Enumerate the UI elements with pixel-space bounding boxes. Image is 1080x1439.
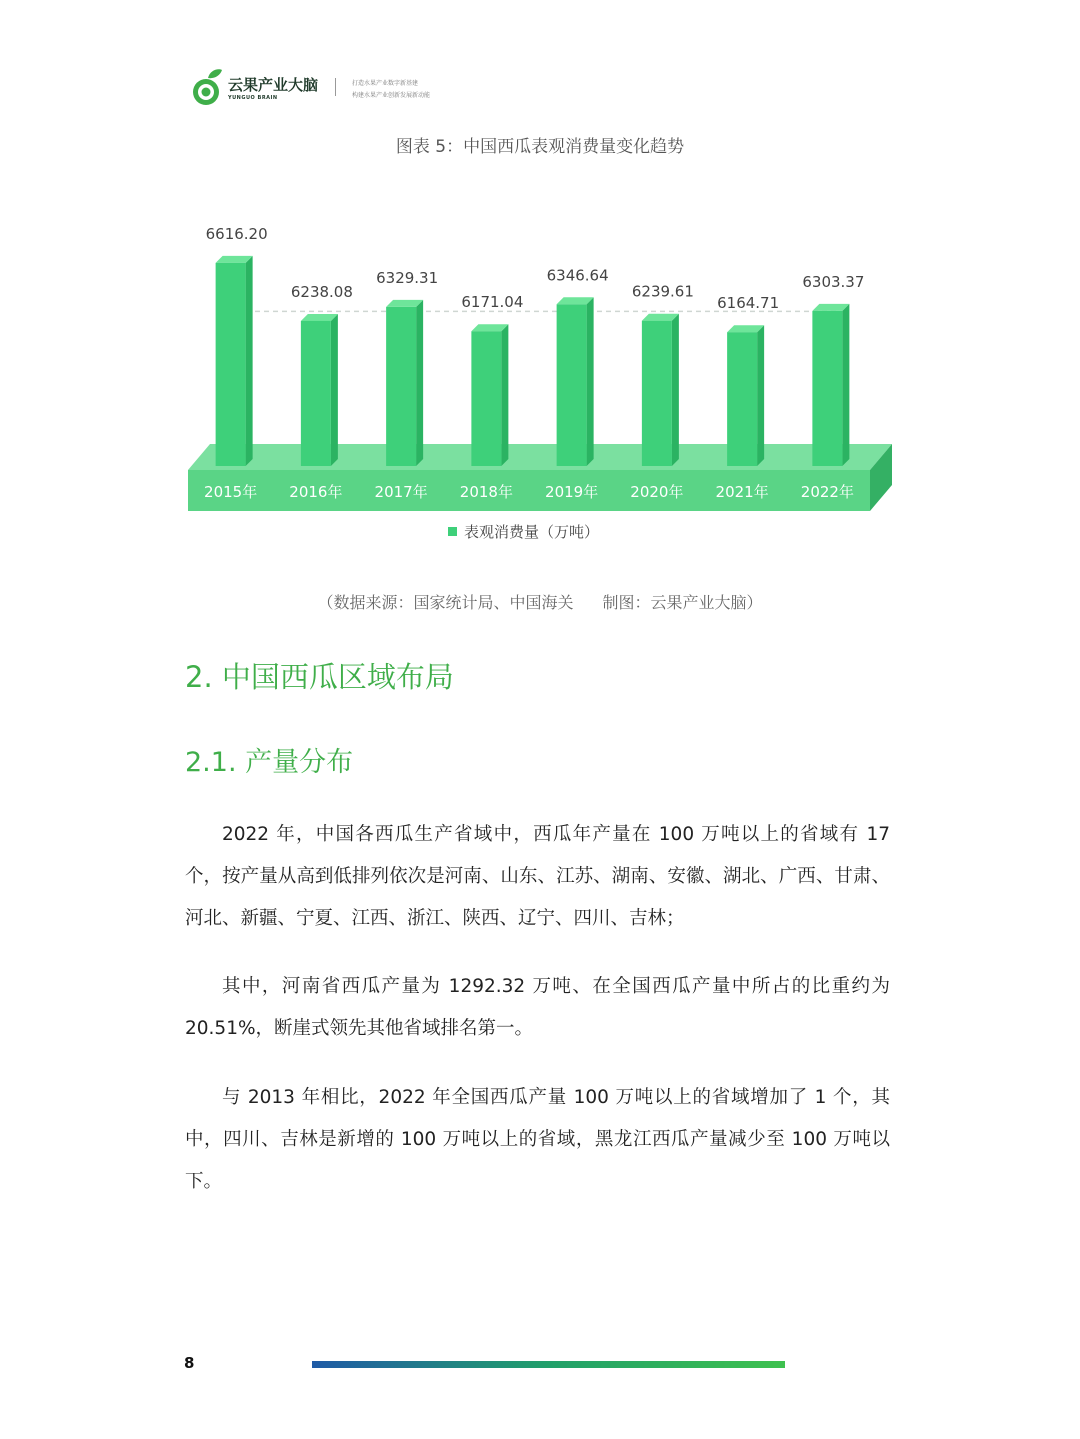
data-label: 6329.31 (376, 268, 439, 287)
bar-side (842, 304, 849, 466)
paragraph-1: 2022 年，中国各西瓜生产省域中，西瓜年产量在 100 万吨以上的省域有 17 个，按产量从高到低排列依次是河南、山东、江苏、湖南、安徽、湖北、广西、甘肃、河北、新疆、宁夏、江西、浙江、陕西、辽宁、四川、吉林； (185, 824, 890, 929)
data-label: 6303.37 (802, 272, 865, 291)
footer-gradient-bar (312, 1361, 785, 1368)
brand-logo-icon (190, 66, 224, 108)
bar (301, 321, 331, 466)
x-tick-label: 2019年 (545, 483, 599, 501)
bar (727, 332, 757, 466)
header-divider (335, 78, 336, 96)
brand-header (190, 64, 510, 112)
bar (471, 331, 501, 466)
header-tagline-2: 构建水果产业创新发展新动能 (352, 92, 431, 99)
bar (557, 304, 587, 466)
figure-title: 图表 5：中国西瓜表观消费量变化趋势 (395, 137, 685, 157)
chart-canvas (180, 195, 900, 565)
brand-name: 云果产业大脑 (228, 76, 319, 94)
maker-text: 制图：云果产业大脑） (602, 593, 763, 612)
bar-side (501, 324, 508, 466)
x-tick-label: 2022年 (800, 483, 854, 501)
data-label: 6239.61 (631, 282, 694, 301)
x-tick-label: 2017年 (374, 483, 428, 501)
bar-side (757, 325, 764, 466)
page-number: 8 (184, 1354, 195, 1372)
legend-label: 表观消费量（万吨） (464, 523, 600, 541)
source-text: （数据来源：国家统计局、中国海关 (317, 593, 574, 612)
floor-top (188, 444, 892, 470)
bar-side (246, 256, 253, 466)
bar-side (672, 314, 679, 466)
data-label: 6346.64 (546, 266, 609, 285)
bar (642, 321, 672, 466)
subsection-heading: 2.1. 产量分布 (185, 747, 354, 778)
section-heading: 2. 中国西瓜区域布局 (185, 660, 454, 694)
x-tick-label: 2020年 (630, 483, 684, 501)
data-label: 6616.20 (205, 224, 268, 243)
paragraph-3: 与 2013 年相比，2022 年全国西瓜产量 100 万吨以上的省域增加了 1 个，其中，四川、吉林是新增的 100 万吨以上的省域，黑龙江西瓜产量减少至 100 万吨以下。 (185, 1087, 890, 1192)
x-tick-label: 2016年 (289, 483, 343, 501)
x-tick-label: 2015年 (204, 483, 258, 501)
consumption-bar-chart (180, 195, 900, 565)
paragraph-2: 其中，河南省西瓜产量为 1292.32 万吨、在全国西瓜产量中所占的比重约为 20.51%，断崖式领先其他省域排名第一。 (185, 976, 890, 1039)
x-tick-label: 2021年 (715, 483, 769, 501)
figure-source (0, 590, 1080, 613)
header-tagline-1: 打造水果产业数字新基建 (352, 80, 419, 87)
bar-side (587, 297, 594, 466)
bar-side (416, 300, 423, 466)
bar (386, 307, 416, 466)
legend-swatch (448, 527, 457, 536)
data-label: 6171.04 (461, 293, 524, 312)
data-label: 6164.71 (717, 294, 780, 313)
x-tick-label: 2018年 (459, 483, 513, 501)
bar (216, 263, 246, 466)
brand-name-en: YUNGUO BRAIN (228, 95, 278, 101)
bar-side (331, 314, 338, 466)
bar (812, 311, 842, 466)
data-label: 6238.08 (290, 282, 353, 301)
